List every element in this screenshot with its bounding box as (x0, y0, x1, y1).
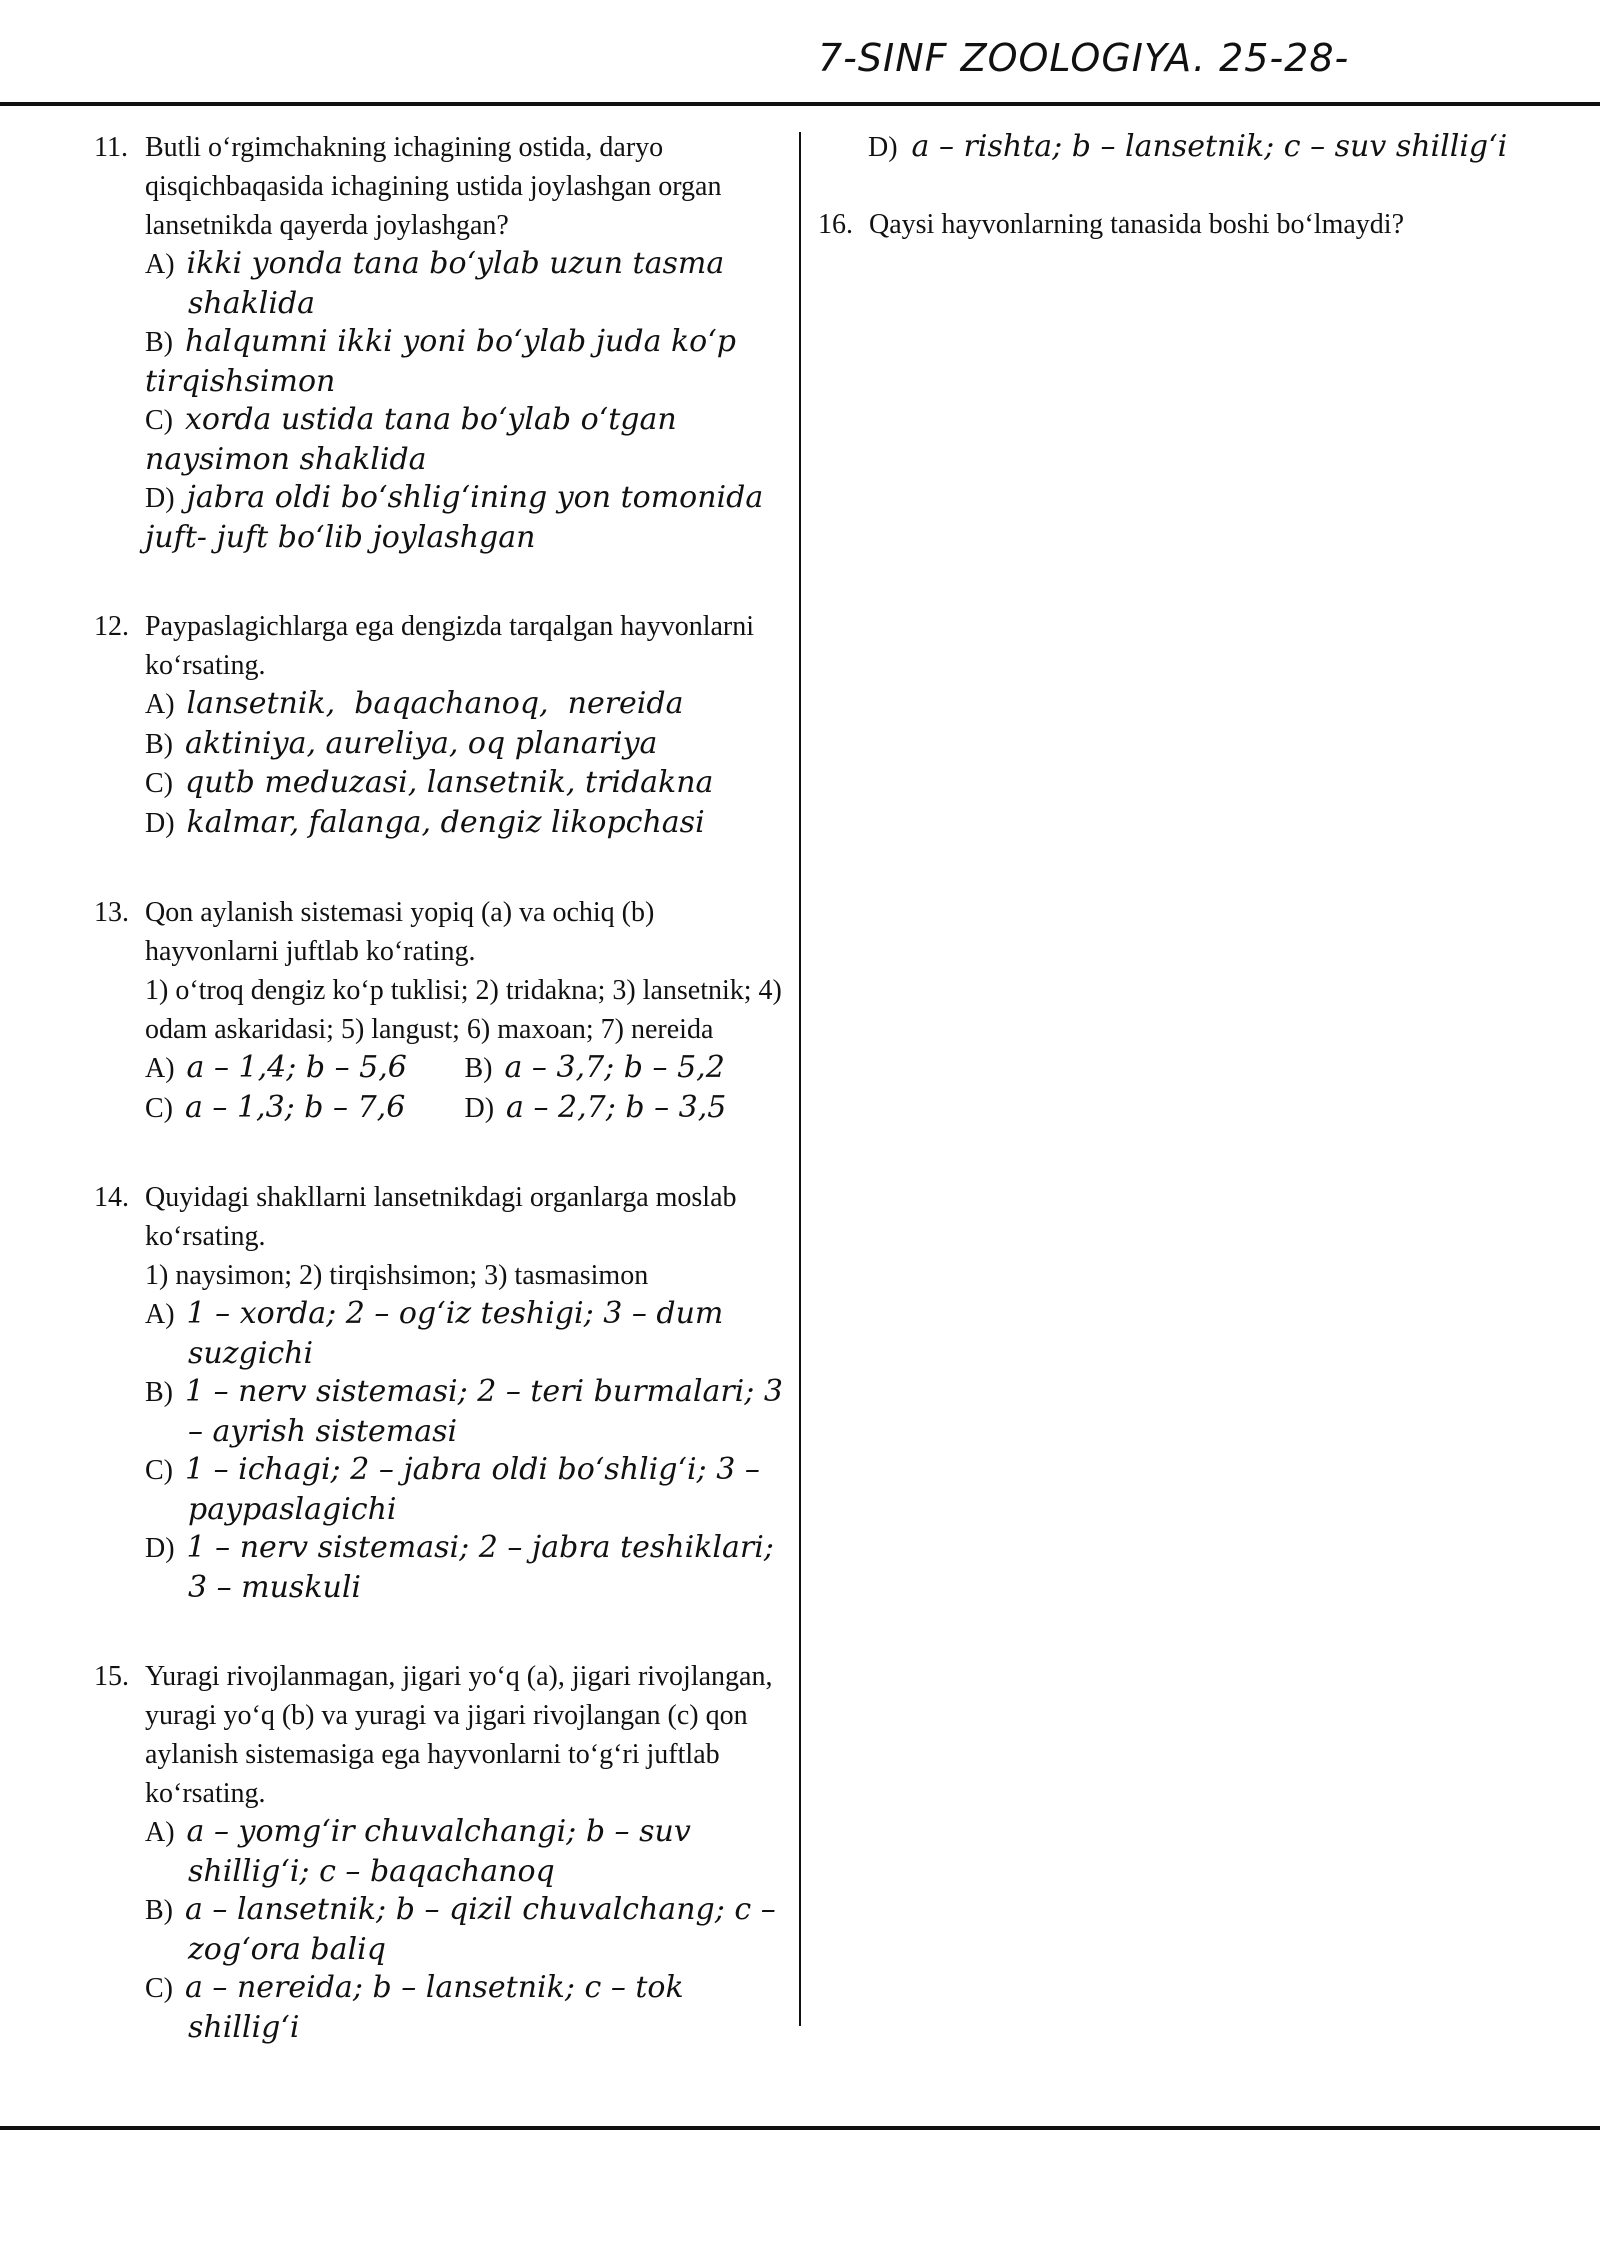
option-label: A) (145, 689, 175, 720)
option-label: D) (145, 1533, 175, 1564)
question-number: 14. (94, 1182, 129, 1213)
question-stem: Quyidagi shakllarni lansetnikdagi organlarga moslab koʻrsating. (145, 1182, 737, 1252)
option-label: A) (145, 1053, 175, 1084)
question-stem: Yuragi rivojlanmagan, jigari yoʻq (a), jigari rivojlangan, yuragi yoʻq (b) va yuragi va jigari rivojlangan (c) qon aylanish sistemasiga ega hayvonlarni toʻgʻri juftlab koʻrsating. (145, 1661, 773, 1809)
option-c (145, 1451, 784, 1529)
option-label: D) (464, 1092, 495, 1124)
option-label: B) (145, 728, 173, 760)
option-b (145, 725, 784, 765)
option-text: 1 – nerv sistemasi; 2 – jabra teshiklari; 3 – muskuli (186, 1530, 774, 1605)
question-11 (94, 128, 784, 557)
option-label: C) (145, 1455, 173, 1486)
option-text: aktiniya, aureliya, oq planariya (185, 725, 658, 761)
option-label: A) (145, 1299, 175, 1330)
option-c (145, 1969, 784, 2047)
option-text: ikki yonda tana boʻylab uzun tasma shaklida (186, 246, 725, 321)
option-text: a – rishta; b – lansetnik; c – suv shilligʻi (911, 129, 1508, 164)
option-label: C) (145, 405, 173, 436)
question-16 (818, 205, 1538, 244)
option-label: A) (145, 249, 175, 280)
option-label: C) (145, 1973, 173, 2004)
question-15-option-d (818, 128, 1538, 167)
option-label: C) (145, 1092, 173, 1124)
options-row-1 (145, 1049, 784, 1089)
option-c (145, 764, 784, 804)
option-b (465, 1049, 785, 1089)
page-title: 7-SINF ZOOLOGIYA. 25-28- (818, 36, 1350, 80)
option-text: a – 2,7; b – 3,5 (506, 1089, 727, 1125)
option-a (145, 1813, 784, 1891)
question-15 (94, 1657, 784, 2047)
option-a (145, 1049, 465, 1089)
option-text: a – lansetnik; b – qizil chuvalchang; c – zogʻora baliq (185, 1892, 776, 1967)
question-stem: Qaysi hayvonlarning tanasida boshi boʻlmaydi? (869, 209, 1404, 240)
option-text: halqumni ikki yoni boʻylab juda koʻp tirqishsimon (145, 324, 736, 399)
option-b (145, 1373, 784, 1451)
option-text: a – 1,3; b – 7,6 (185, 1089, 406, 1125)
option-label: B) (464, 1053, 493, 1084)
option-d (145, 479, 784, 557)
option-label: B) (145, 327, 173, 358)
option-label: C) (145, 768, 173, 799)
question-13 (94, 893, 784, 1128)
option-text: 1 – ichagi; 2 – jabra oldi boʻshligʻi; 3 – paypaslagichi (185, 1452, 760, 1527)
question-stem: Qon aylanish sistemasi yopiq (a) va ochiq (b) hayvonlarni juftlab koʻrating. (145, 897, 655, 967)
option-b (145, 1891, 784, 1969)
question-item-list: 1) oʻtroq dengiz koʻp tuklisi; 2) tridakna; 3) lansetnik; 4) odam askaridasi; 5) langust; 6) maxoan; 7) nereida (145, 975, 782, 1045)
question-number: 12. (94, 611, 129, 642)
option-text: a – 1,4; b – 5,6 (186, 1050, 407, 1085)
question-number: 16. (818, 209, 853, 240)
option-label: D) (145, 807, 175, 839)
option-text: a – nereida; b – lansetnik; c – tok shilligʻi (185, 1970, 684, 2045)
option-text: xorda ustida tana boʻylab oʻtgan naysimon shaklida (145, 402, 677, 477)
right-column (818, 128, 1538, 294)
option-text: lansetnik, baqachanoq, nereida (186, 686, 684, 721)
option-d (145, 804, 784, 844)
question-stem: Butli oʻrgimchakning ichagining ostida, daryo qisqichbaqasida ichagining ustida joylashgan organ lansetnikda qayerda joylashgan? (145, 132, 722, 241)
question-12 (94, 607, 784, 843)
option-b (145, 323, 784, 401)
option-text: 1 – xorda; 2 – ogʻiz teshigi; 3 – dum suzgichi (186, 1296, 724, 1371)
option-text: kalmar, falanga, dengiz likopchasi (186, 804, 705, 840)
option-label: A) (145, 1817, 175, 1848)
option-label: B) (145, 1377, 173, 1408)
option-label: D) (145, 483, 175, 514)
option-label: B) (145, 1895, 173, 1926)
option-text: 1 – nerv sistemasi; 2 – teri burmalari; 3 – ayrish sistemasi (185, 1374, 784, 1449)
question-number: 13. (94, 897, 129, 928)
option-c (145, 1089, 465, 1129)
question-number: 11. (94, 132, 128, 163)
option-text: a – 3,7; b – 5,2 (504, 1050, 725, 1085)
option-a (145, 685, 784, 725)
question-14 (94, 1178, 784, 1607)
option-text: a – yomgʻir chuvalchangi; b – suv shilligʻi; c – baqachanoq (186, 1814, 691, 1889)
footer-rule (0, 2126, 1600, 2130)
question-number: 15. (94, 1661, 129, 1692)
option-a (145, 1295, 784, 1373)
option-d (145, 1529, 784, 1607)
left-column (94, 128, 784, 2097)
option-text: qutb meduzasi, lansetnik, tridakna (185, 765, 714, 800)
header-rule (0, 102, 1600, 106)
question-item-list: 1) naysimon; 2) tirqishsimon; 3) tasmasimon (145, 1260, 649, 1291)
option-text: jabra oldi boʻshligʻining yon tomonida juft- juft boʻlib joylashgan (145, 480, 764, 555)
option-d (465, 1089, 785, 1129)
options-row-2 (145, 1089, 784, 1129)
option-label: D) (868, 132, 898, 163)
option-a (145, 245, 784, 323)
option-c (145, 401, 784, 479)
question-stem: Paypaslagichlarga ega dengizda tarqalgan hayvonlarni koʻrsating. (145, 611, 755, 681)
column-divider (799, 132, 801, 2026)
